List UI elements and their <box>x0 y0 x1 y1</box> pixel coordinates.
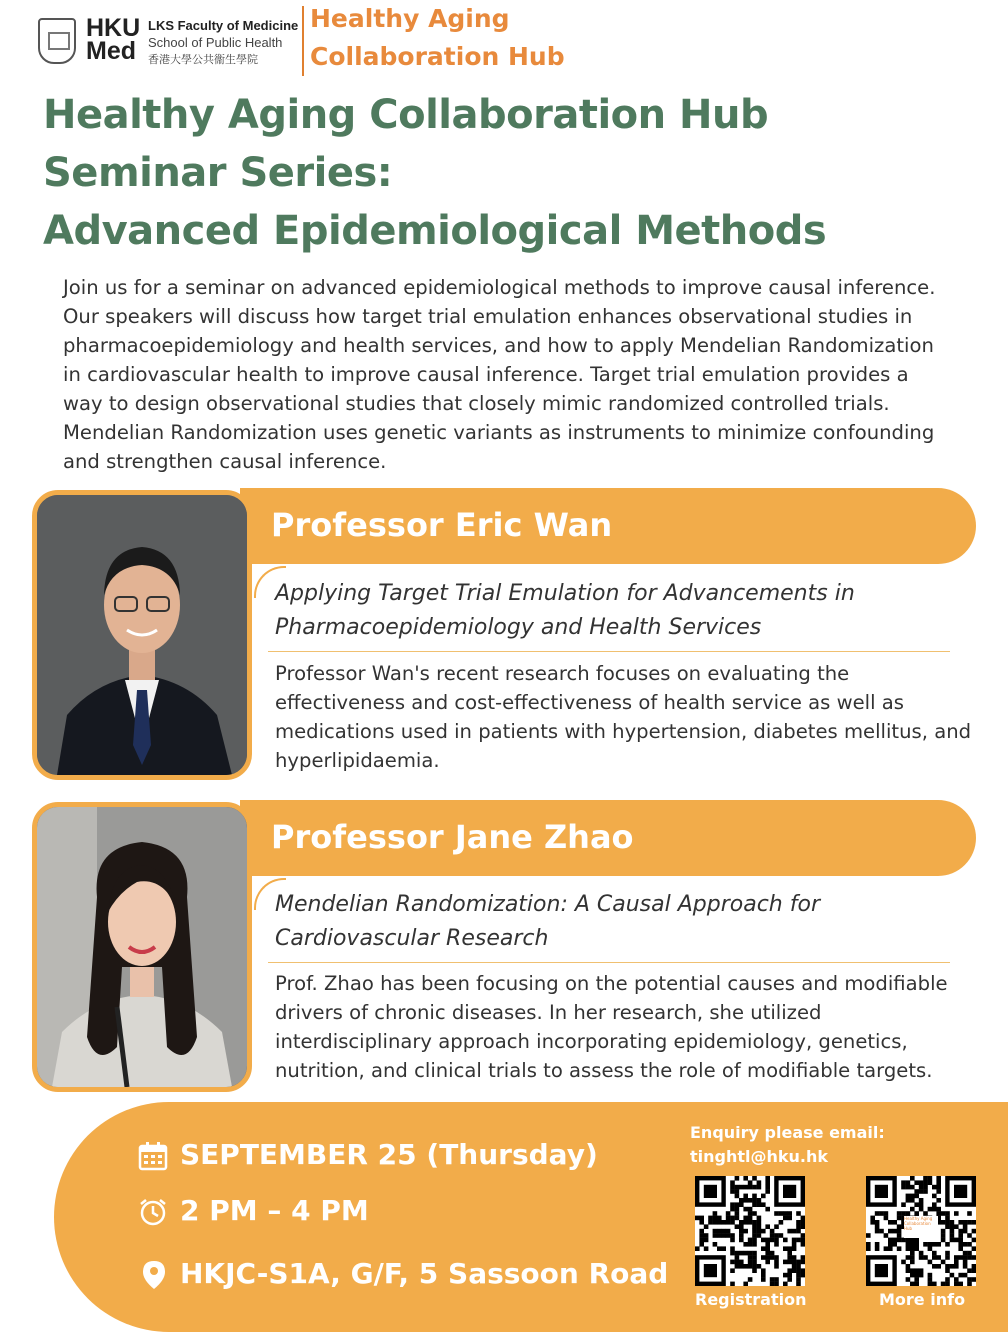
hku-crest-logo <box>38 18 76 64</box>
speaker-name: Professor Eric Wan <box>271 506 613 544</box>
portrait-jane-zhao <box>37 807 247 1087</box>
speaker-bio: Prof. Zhao has been focusing on the potential causes and modifiable drivers of chronic diseases. In her research, she utilized interdisciplinary approach incorporating epidemiology, genetics, nutrition, and clinical trials to assess the role of modifiable targets. <box>275 972 948 1082</box>
event-venue: HKJC-S1A, G/F, 5 Sassoon Road <box>180 1257 669 1290</box>
hub-logo-line2: Collaboration Hub <box>310 42 565 71</box>
more-info-label: More info <box>879 1290 966 1309</box>
hku-med-logo: HKU Med <box>86 14 141 65</box>
title-line-3: Advanced Epidemiological Methods <box>43 208 827 254</box>
divider <box>268 651 950 652</box>
divider <box>268 962 950 963</box>
school-name: School of Public Health <box>148 35 283 50</box>
title-line-1: Healthy Aging Collaboration Hub <box>43 92 769 138</box>
speaker-bio: Professor Wan's recent research focuses on evaluating the effectiveness and cost-effectiveness of health service as well as medications used in patients with hypertension, diabetes mellitus, and hyperlipidaemia. <box>275 662 972 772</box>
location-pin-icon <box>142 1260 166 1294</box>
talk-title: Mendelian Randomization: A Causal Approach for Cardiovascular Research <box>275 892 820 951</box>
speaker-photo <box>32 802 252 1092</box>
alarm-clock-icon <box>138 1197 168 1231</box>
speaker-photo <box>32 490 252 780</box>
school-name-chinese: 香港大學公共衞生學院 <box>148 54 258 66</box>
event-time: 2 PM – 4 PM <box>180 1194 369 1227</box>
faculty-name: LKS Faculty of Medicine <box>148 18 299 33</box>
intro-paragraph: Join us for a seminar on advanced epidemiological methods to improve causal inference. Our speakers will discuss how target trial emulation enhances observational studies in pharmacoepidemiology and health services, and how to apply Mendelian Randomization in cardiovascular health to improve causal inference. Target trial emulation provides a way to design observational studies that closely mimic randomized controlled trials. Mendelian Randomization uses genetic variants as instruments to minimize confounding and strengthen causal inference. <box>63 276 936 473</box>
registration-qr-code-icon[interactable] <box>695 1176 805 1286</box>
portrait-eric-wan <box>37 495 247 775</box>
title-line-2: Seminar Series: <box>43 150 393 196</box>
more-info-qr-code-icon[interactable] <box>866 1176 976 1286</box>
speaker-name: Professor Jane Zhao <box>271 818 634 856</box>
calendar-icon <box>138 1141 168 1175</box>
talk-title: Applying Target Trial Emulation for Advancements in Pharmacoepidemiology and Health Services <box>275 581 855 640</box>
registration-label: Registration <box>695 1290 807 1309</box>
qr-center-caption: Healthy Aging Collaboration Hub <box>904 1216 938 1238</box>
enquiry-label: Enquiry please email: <box>690 1123 885 1142</box>
enquiry-email[interactable]: tinghtl@hku.hk <box>690 1147 829 1166</box>
header-divider <box>302 6 304 76</box>
event-date: SEPTEMBER 25 (Thursday) <box>180 1138 598 1171</box>
hub-logo-line1: Healthy Aging <box>310 4 510 33</box>
